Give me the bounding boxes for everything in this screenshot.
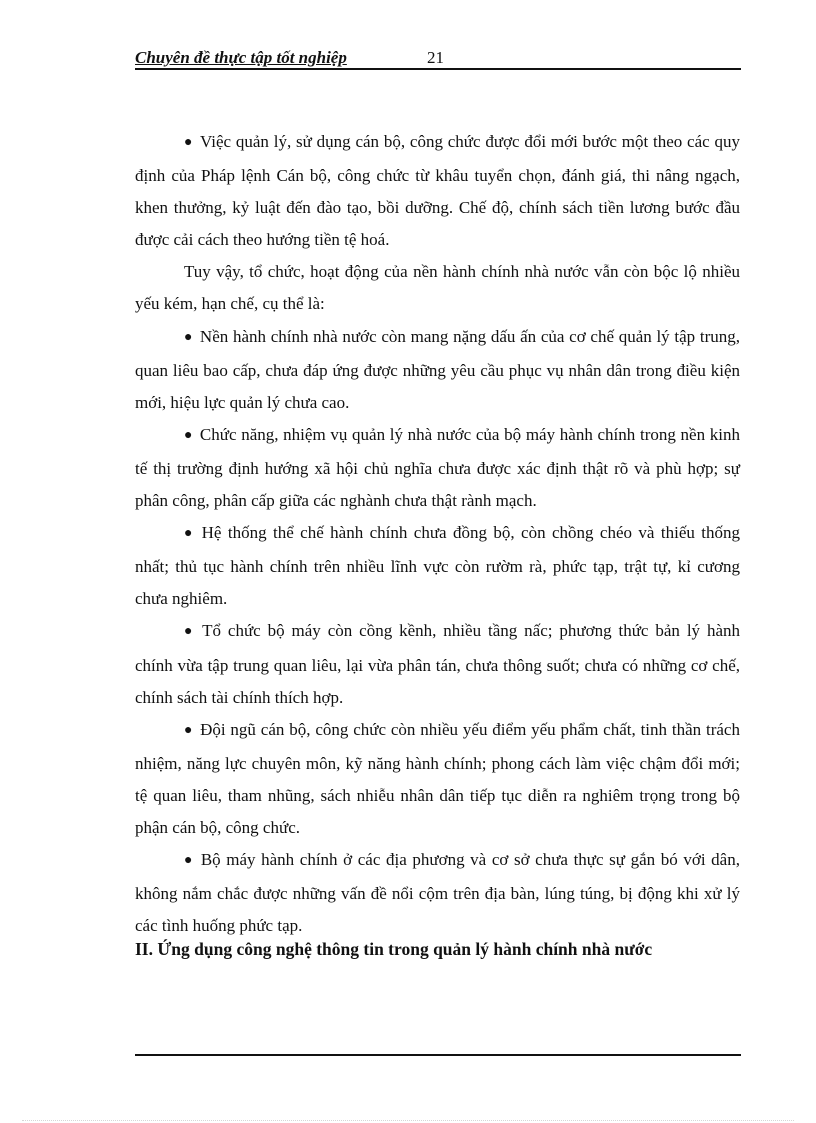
- paragraph: [135, 256, 740, 320]
- header-rule: [135, 68, 741, 70]
- paragraph-text: Tổ chức bộ máy còn cồng kềnh, nhiều tầng nấc; phương thức bản lý hành chính vừa tập trung quan liêu, lại vừa phân tán, chưa thông suốt; chưa có những cơ chế, chính sách tài chính thích hợp.: [135, 621, 740, 707]
- paragraph-text: Chức năng, nhiệm vụ quản lý nhà nước của bộ máy hành chính trong nền kinh tế thị trường định hướng xã hội chủ nghĩa chưa được xác định thật rõ và phù hợp; sự phân công, phân cấp giữa các nghành chưa thật rành mạch.: [135, 424, 740, 511]
- page-edge: [22, 1120, 794, 1121]
- paragraph: [135, 126, 740, 256]
- paragraph: [135, 321, 740, 419]
- bullet-icon: ●: [184, 624, 196, 640]
- paragraph-text: Nền hành chính nhà nước còn mang nặng dấu ấn của cơ chế quản lý tập trung, quan liêu bao cấp, chưa đáp ứng được những yêu cầu phục vụ nhân dân trong điều kiện mới, hiệu lực quản lý chưa cao.: [135, 326, 740, 412]
- section-heading: II. Ứng dụng công nghệ thông tin trong quản lý hành chính nhà nước: [135, 939, 653, 959]
- paragraph-text: Bộ máy hành chính ở các địa phương và cơ sở chưa thực sự gắn bó với dân, không nắm chắc được những vấn đề nổi cộm trên địa bàn, lúng túng, bị động khi xử lý các tình huống phức tạp.: [135, 850, 740, 936]
- paragraph-text: Việc quản lý, sử dụng cán bộ, công chức được đổi mới bước một theo các quy định của Pháp lệnh Cán bộ, công chức từ khâu tuyển chọn, đánh giá, thi nâng ngạch, khen thưởng, kỷ luật đến đào tạo, bồi dưỡng. Chế độ, chính sách tiền lương bước đầu được cải cách theo hướng tiền tệ hoá.: [135, 132, 740, 250]
- paragraph: [135, 419, 740, 517]
- paragraph: [135, 517, 740, 615]
- paragraph-text: Đội ngũ cán bộ, công chức còn nhiều yếu điểm yếu phẩm chất, tinh thần trách nhiệm, năng lực chuyên môn, kỹ năng hành chính; phong cách làm việc chậm đổi mới; tệ quan liêu, tham nhũng, sách nhiễu nhân dân tiếp tục diễn ra nghiêm trọng trong bộ phận cán bộ, công chức.: [135, 719, 740, 837]
- paragraph: [135, 714, 740, 844]
- paragraph: [135, 615, 740, 713]
- bullet-icon: ●: [184, 722, 194, 738]
- page-number: 21: [427, 48, 444, 67]
- page-header: [135, 48, 741, 70]
- header-title: Chuyên đề thực tập tốt nghiệp: [135, 48, 347, 67]
- footer-rule: [135, 1054, 741, 1056]
- bullet-icon: ●: [184, 853, 194, 869]
- bullet-icon: ●: [184, 329, 193, 345]
- bullet-icon: ●: [184, 427, 193, 443]
- bullet-icon: ●: [184, 526, 195, 542]
- body-text: [135, 126, 740, 942]
- paragraph: [135, 844, 740, 942]
- paragraph-text: Hệ thống thể chế hành chính chưa đồng bộ, còn chồng chéo và thiếu thống nhất; thủ tục hành chính trên nhiều lĩnh vực còn rườm rà, phức tạp, trật tự, kỉ cương chưa nghiêm.: [135, 523, 740, 609]
- paragraph-text: Tuy vậy, tổ chức, hoạt động của nền hành chính nhà nước vẫn còn bộc lộ nhiều yếu kém, hạn chế, cụ thể là:: [135, 262, 740, 314]
- bullet-icon: ●: [184, 135, 194, 150]
